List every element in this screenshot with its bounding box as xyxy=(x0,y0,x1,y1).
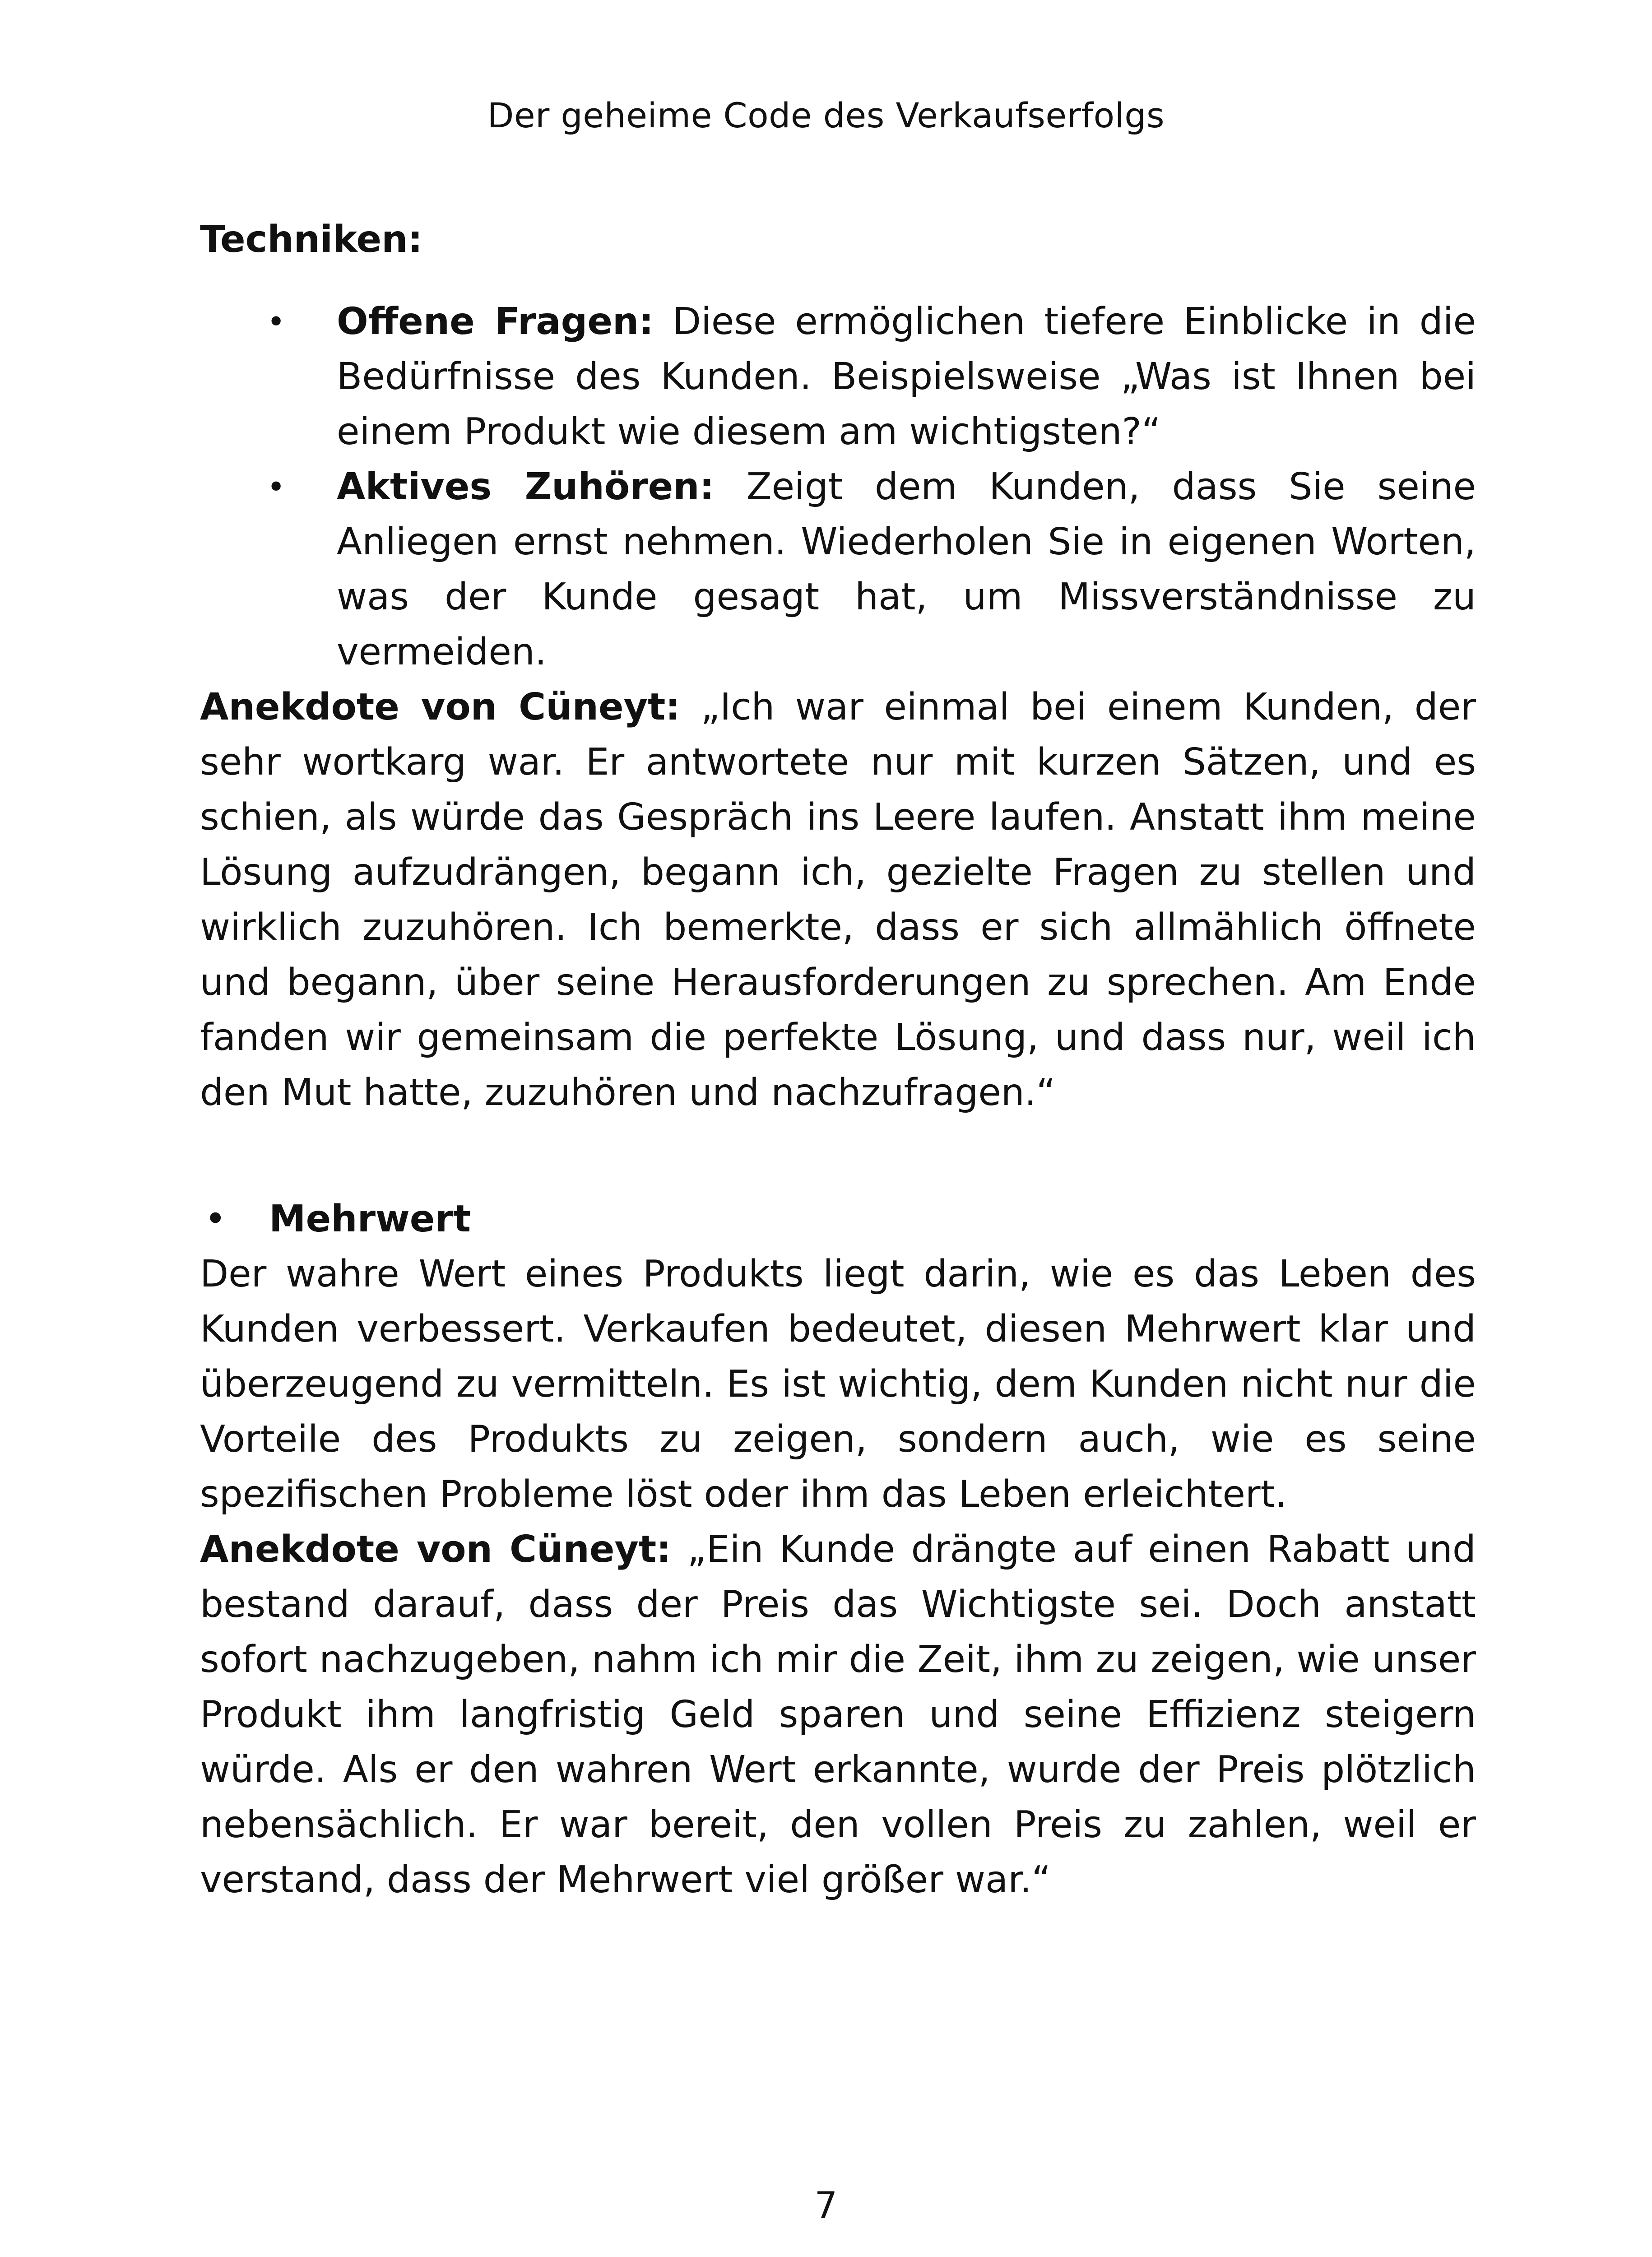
anecdote-paragraph-1 xyxy=(200,680,1476,1120)
mehrwert-paragraph: Der wahre Wert eines Produkts liegt darin, wie es das Leben des Kunden verbessert. Verkaufen bedeutet, diesen Mehrwert klar und überzeugend zu vermitteln. Es ist wichtig, dem Kunden nicht nur die Vorteile des Produkts zu zeigen, sondern auch, wie es seine spezifischen Probleme löst oder ihm das Leben erleichtert. xyxy=(200,1253,1476,1516)
anecdote-paragraph-2 xyxy=(200,1522,1476,1908)
bullet-icon: • xyxy=(267,303,286,340)
anecdote-text: „Ich war einmal bei einem Kunden, der sehr wortkarg war. Er antwortete nur mit kurzen Sätzen, und es schien, als würde das Gespräch ins Leere laufen. Anstatt ihm meine Lösung aufzudrängen, begann ich, gezielte Fragen zu stellen und wirklich zuzuhören. Ich bemerkte, dass er sich allmählich öffnete und begann, über seine Herausforderungen zu sprechen. Am Ende fanden wir gemeinsam die perfekte Lösung, und dass nur, weil ich den Mut hatte, zuzuhören und nachzufragen.“ xyxy=(200,686,1476,1114)
page-number: 7 xyxy=(814,2184,838,2226)
techniken-list xyxy=(200,294,1476,680)
anecdote-text: „Ein Kunde drängte auf einen Rabatt und bestand darauf, dass der Preis das Wichtigste sei. Doch anstatt sofort nachzugeben, nahm ich mir die Zeit, ihm zu zeigen, wie unser Produkt ihm langfristig Geld sparen und seine Effizienz steigern würde. Als er den wahren Wert erkannte, wurde der Preis plötzlich nebensächlich. Er war bereit, den vollen Preis zu zahlen, weil er verstand, dass der Mehrwert viel größer war.“ xyxy=(200,1528,1476,1901)
page-body xyxy=(200,212,1476,1908)
anecdote-label: Anekdote von Cüneyt: xyxy=(200,1528,671,1571)
list-item xyxy=(200,460,1476,680)
bullet-icon: • xyxy=(204,1198,227,1240)
anecdote-label: Anekdote von Cüneyt: xyxy=(200,686,681,729)
section-heading-label: Mehrwert xyxy=(269,1198,471,1240)
bullet-icon: • xyxy=(267,469,286,506)
list-item-label: Aktives Zuhören: xyxy=(337,465,715,508)
list-item-text: Diese ermöglichen tiefere Einblicke in die Bedürfnisse des Kunden. Beispielsweise „Was ist Ihnen bei einem Produkt wie diesem am wichtigsten?“ xyxy=(337,300,1476,453)
list-item-text: Zeigt dem Kunden, dass Sie seine Anliegen ernst nehmen. Wiederholen Sie in eigenen Worten, was der Kunde gesagt hat, um Missverständnisse zu vermeiden. xyxy=(337,465,1476,673)
section-heading-mehrwert xyxy=(200,1192,1476,1247)
section-heading-techniken: Techniken: xyxy=(200,218,423,261)
list-item-label: Offene Fragen: xyxy=(337,300,654,343)
running-header: Der geheime Code des Verkaufserfolgs xyxy=(487,95,1165,135)
list-item xyxy=(200,294,1476,460)
